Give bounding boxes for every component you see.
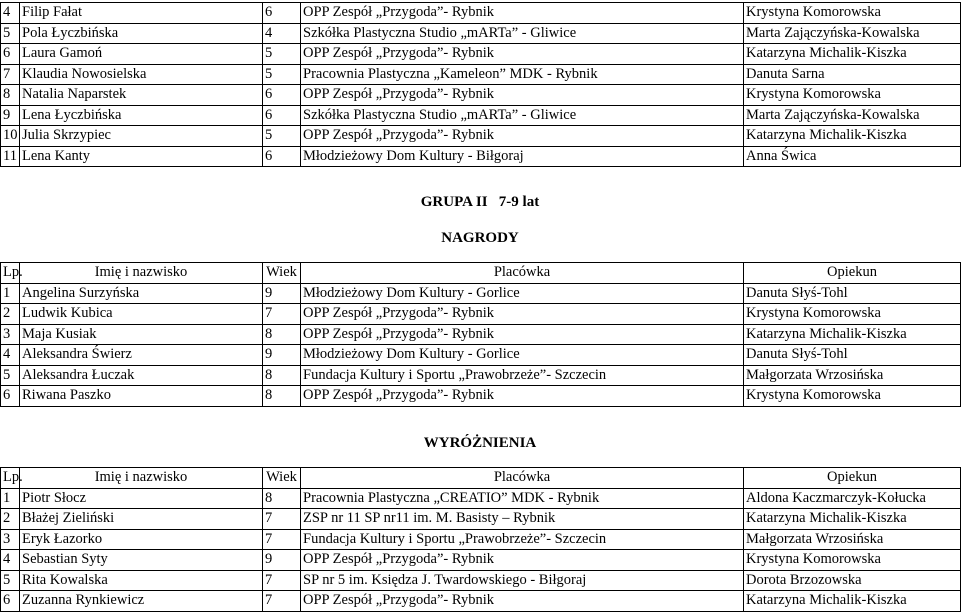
institution-cell: OPP Zespół „Przygoda”- Rybnik [301,3,744,24]
institution-cell: Pracownia Plastyczna „CREATIO” MDK - Rybnik [301,488,744,509]
tutor-cell: Katarzyna Michalik-Kiszka [744,44,961,65]
tutor-cell: Dorota Brzozowska [744,570,961,591]
participant-name-cell: Piotr Słocz [20,488,263,509]
table-row [1,550,961,571]
awards-table [0,262,961,407]
table-row [1,126,961,147]
institution-cell: Szkółka Plastyczna Studio „mARTa” - Gliwice [301,105,744,126]
institution-cell: Szkółka Plastyczna Studio „mARTa” - Gliwice [301,23,744,44]
tutor-cell: Danuta Słyś-Tohl [744,283,961,304]
row-number-cell: 5 [1,365,20,386]
results-table-top [0,2,961,167]
tutor-cell: Danuta Słyś-Tohl [744,345,961,366]
tutor-cell: Małgorzata Wrzosińska [744,529,961,550]
distinctions-table-body [1,488,961,611]
row-number-cell: 2 [1,509,20,530]
row-number-cell: 2 [1,304,20,325]
participant-age-cell: 5 [263,126,301,147]
row-number-cell: 4 [1,3,20,24]
institution-cell: Młodzieżowy Dom Kultury - Gorlice [301,283,744,304]
awards-table-header [1,263,961,284]
participant-name-cell: Laura Gamoń [20,44,263,65]
header-age: Wiek [263,263,301,284]
tutor-cell: Krystyna Komorowska [744,386,961,407]
row-number-cell: 5 [1,23,20,44]
participant-age-cell: 7 [263,570,301,591]
institution-cell: ZSP nr 11 SP nr11 im. M. Basisty – Rybnik [301,509,744,530]
table-row [1,44,961,65]
participant-age-cell: 8 [263,365,301,386]
participant-name-cell: Lena Kanty [20,146,263,167]
table-row [1,283,961,304]
institution-cell: Młodzieżowy Dom Kultury - Biłgoraj [301,146,744,167]
row-number-cell: 4 [1,345,20,366]
institution-cell: OPP Zespół „Przygoda”- Rybnik [301,550,744,571]
participant-name-cell: Eryk Łazorko [20,529,263,550]
distinctions-title: WYRÓŻNIENIA [423,435,537,451]
tutor-cell: Anna Świca [744,146,961,167]
institution-cell: OPP Zespół „Przygoda”- Rybnik [301,324,744,345]
participant-age-cell: 8 [263,488,301,509]
header-institution: Placówka [301,468,744,489]
table-row [1,529,961,550]
participant-age-cell: 6 [263,3,301,24]
participant-age-cell: 8 [263,386,301,407]
table-row [1,85,961,106]
tutor-cell: Katarzyna Michalik-Kiszka [744,509,961,530]
participant-age-cell: 6 [263,105,301,126]
participant-age-cell: 7 [263,304,301,325]
tutor-cell: Krystyna Komorowska [744,304,961,325]
table-row [1,591,961,612]
distinctions-table [0,467,961,612]
header-tutor: Opiekun [744,468,961,489]
institution-cell: SP nr 5 im. Księdza J. Twardowskiego - Biłgoraj [301,570,744,591]
header-lp: Lp. [1,263,20,284]
institution-cell: Młodzieżowy Dom Kultury - Gorlice [301,345,744,366]
awards-table-body [1,283,961,406]
participant-name-cell: Angelina Surzyńska [20,283,263,304]
tutor-cell: Krystyna Komorowska [744,85,961,106]
participant-age-cell: 6 [263,85,301,106]
institution-cell: OPP Zespół „Przygoda”- Rybnik [301,386,744,407]
participant-name-cell: Riwana Paszko [20,386,263,407]
header-name: Imię i nazwisko [20,468,263,489]
tutor-cell: Katarzyna Michalik-Kiszka [744,126,961,147]
header-lp: Lp. [1,468,20,489]
row-number-cell: 11 [1,146,20,167]
row-number-cell: 3 [1,324,20,345]
participant-name-cell: Rita Kowalska [20,570,263,591]
participant-name-cell: Filip Fałat [20,3,263,24]
participant-name-cell: Aleksandra Łuczak [20,365,263,386]
row-number-cell: 8 [1,85,20,106]
participant-name-cell: Zuzanna Rynkiewicz [20,591,263,612]
participant-age-cell: 9 [263,550,301,571]
participant-name-cell: Klaudia Nowosielska [20,64,263,85]
table-row [1,146,961,167]
table-row [1,509,961,530]
header-institution: Placówka [301,263,744,284]
table-row [1,345,961,366]
results-table-top-body [1,3,961,167]
row-number-cell: 6 [1,591,20,612]
tutor-cell: Katarzyna Michalik-Kiszka [744,324,961,345]
tutor-cell: Danuta Sarna [744,64,961,85]
table-row [1,365,961,386]
participant-age-cell: 6 [263,146,301,167]
participant-age-cell: 7 [263,509,301,530]
institution-cell: OPP Zespół „Przygoda”- Rybnik [301,44,744,65]
row-number-cell: 10 [1,126,20,147]
header-tutor: Opiekun [744,263,961,284]
institution-cell: OPP Zespół „Przygoda”- Rybnik [301,591,744,612]
row-number-cell: 6 [1,44,20,65]
group-title: GRUPA II 7-9 lat [420,194,540,210]
participant-name-cell: Natalia Naparstek [20,85,263,106]
tutor-cell: Małgorzata Wrzosińska [744,365,961,386]
table-row [1,105,961,126]
institution-cell: Fundacja Kultury i Sportu „Prawobrzeże”- Szczecin [301,365,744,386]
table-row [1,304,961,325]
participant-age-cell: 9 [263,283,301,304]
institution-cell: Fundacja Kultury i Sportu „Prawobrzeże”- Szczecin [301,529,744,550]
tutor-cell: Krystyna Komorowska [744,550,961,571]
participant-age-cell: 5 [263,64,301,85]
participant-age-cell: 5 [263,44,301,65]
table-row [1,488,961,509]
table-row [1,3,961,24]
tutor-cell: Aldona Kaczmarczyk-Kołucka [744,488,961,509]
row-number-cell: 6 [1,386,20,407]
table-row [1,386,961,407]
participant-name-cell: Julia Skrzypiec [20,126,263,147]
institution-cell: OPP Zespół „Przygoda”- Rybnik [301,304,744,325]
header-name: Imię i nazwisko [20,263,263,284]
institution-cell: Pracownia Plastyczna „Kameleon” MDK - Rybnik [301,64,744,85]
row-number-cell: 4 [1,550,20,571]
table-row [1,23,961,44]
participant-name-cell: Ludwik Kubica [20,304,263,325]
participant-age-cell: 7 [263,591,301,612]
row-number-cell: 7 [1,64,20,85]
table-row [1,324,961,345]
row-number-cell: 9 [1,105,20,126]
tutor-cell: Marta Zajączyńska-Kowalska [744,105,961,126]
participant-age-cell: 4 [263,23,301,44]
row-number-cell: 1 [1,283,20,304]
participant-age-cell: 7 [263,529,301,550]
tutor-cell: Marta Zajączyńska-Kowalska [744,23,961,44]
header-age: Wiek [263,468,301,489]
participant-name-cell: Pola Łyczbińska [20,23,263,44]
table-row [1,570,961,591]
participant-name-cell: Lena Łyczbińska [20,105,263,126]
row-number-cell: 3 [1,529,20,550]
row-number-cell: 1 [1,488,20,509]
tutor-cell: Krystyna Komorowska [744,3,961,24]
awards-title: NAGRODY [441,230,519,246]
row-number-cell: 5 [1,570,20,591]
participant-age-cell: 8 [263,324,301,345]
table-row [1,64,961,85]
distinctions-table-header [1,468,961,489]
participant-name-cell: Aleksandra Świerz [20,345,263,366]
participant-name-cell: Sebastian Syty [20,550,263,571]
participant-name-cell: Błażej Zieliński [20,509,263,530]
institution-cell: OPP Zespół „Przygoda”- Rybnik [301,126,744,147]
participant-name-cell: Maja Kusiak [20,324,263,345]
tutor-cell: Katarzyna Michalik-Kiszka [744,591,961,612]
institution-cell: OPP Zespół „Przygoda”- Rybnik [301,85,744,106]
participant-age-cell: 9 [263,345,301,366]
